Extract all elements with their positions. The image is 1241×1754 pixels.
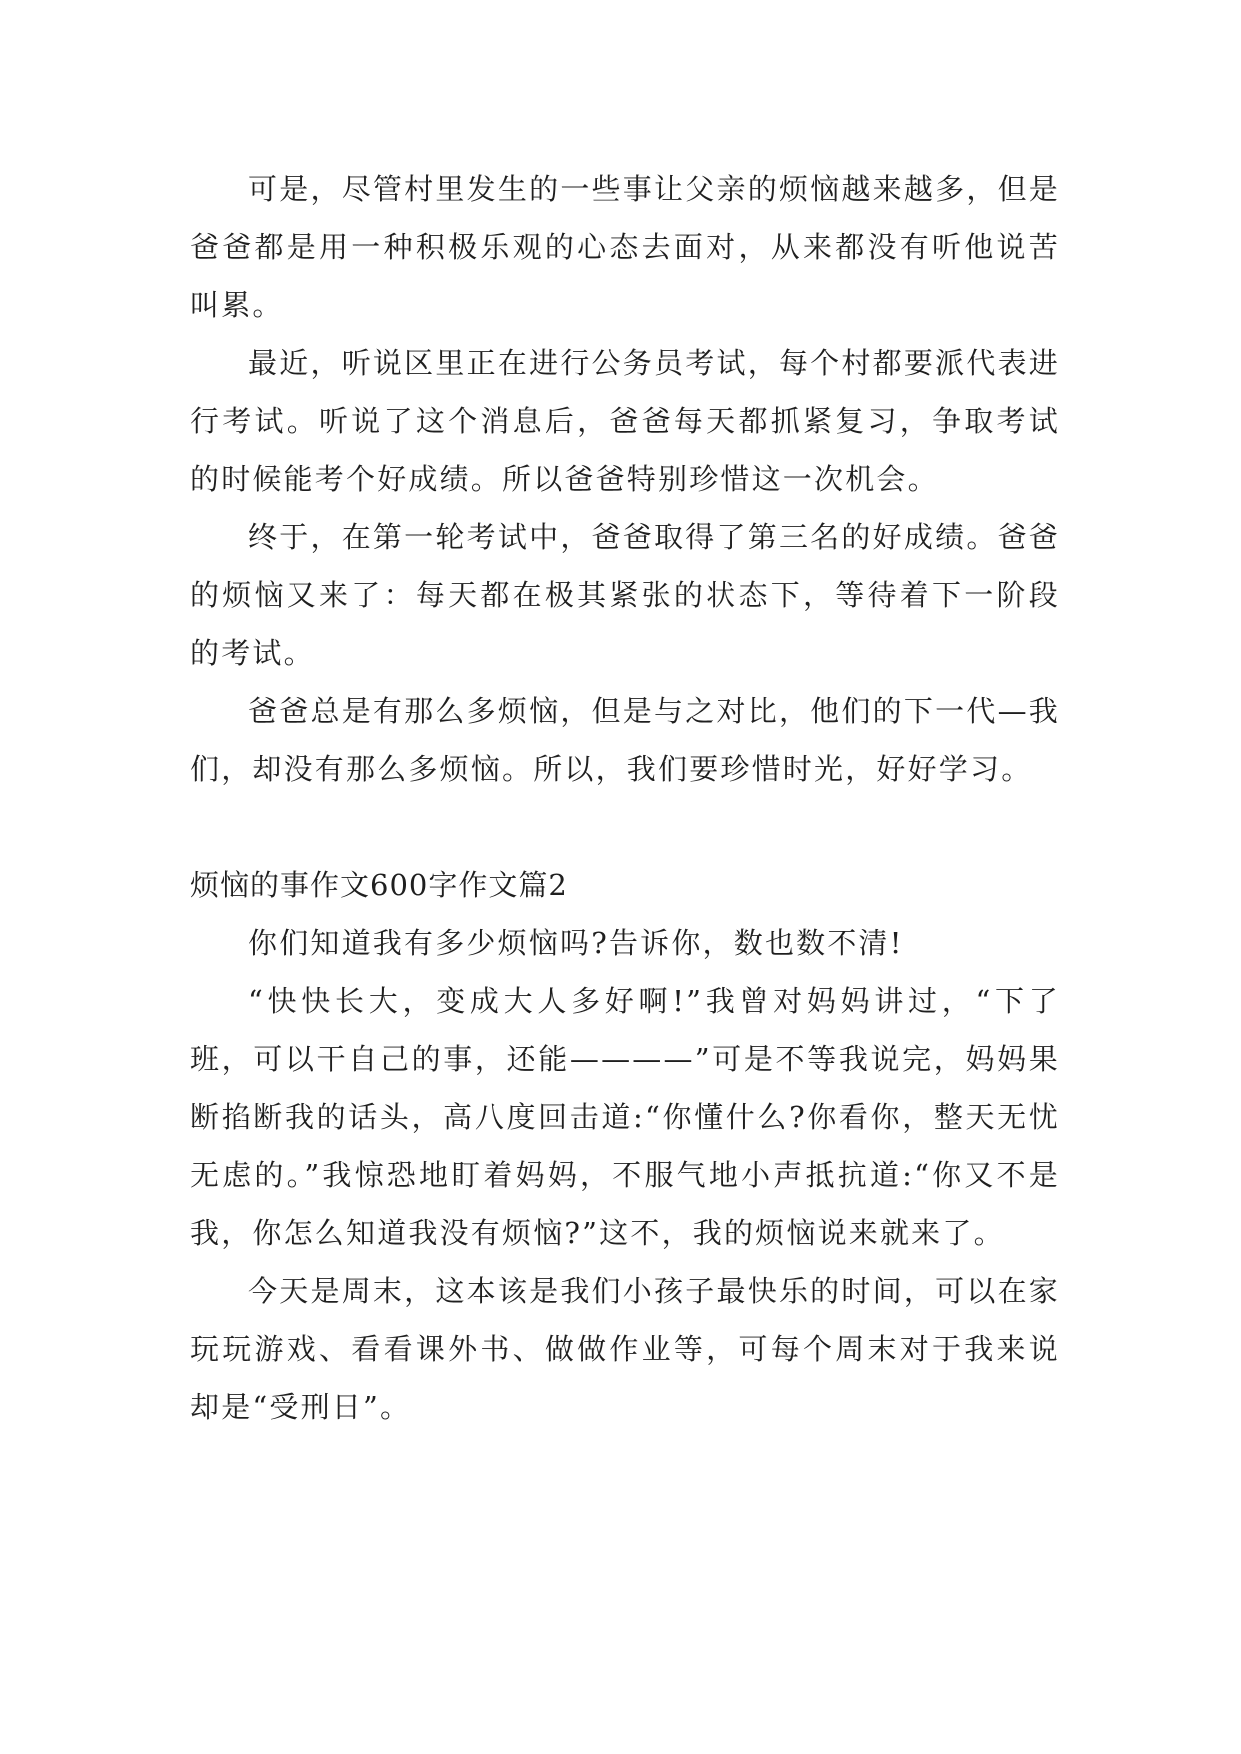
paragraph-6: “快快长大，变成大人多好啊!”我曾对妈妈讲过，“下了班，可以干自己的事，还能————”可是不等我说完，妈妈果断掐断我的话头，高八度回击道:“你懂什么?你看你，整天无忧无虑的。”我惊恐地盯着妈妈，不服气地小声抵抗道:“你又不是我，你怎么知道我没有烦恼?”这不，我的烦恼说来就来了。 (190, 984, 1060, 1250)
paragraph-5: 你们知道我有多少烦恼吗?告诉你，数也数不清! (248, 926, 904, 960)
paragraph-7: 今天是周末，这本该是我们小孩子最快乐的时间，可以在家玩玩游戏、看看课外书、做做作业等，可每个周末对于我来说却是“受刑日”。 (190, 1274, 1060, 1424)
document-body (190, 160, 1060, 1436)
paragraph-3: 终于，在第一轮考试中，爸爸取得了第三名的好成绩。爸爸的烦恼又来了：每天都在极其紧张的状态下，等待着下一阶段的考试。 (190, 520, 1060, 670)
article-2-heading: 烦恼的事作文600字作文篇2 (190, 868, 568, 902)
paragraph-1: 可是，尽管村里发生的一些事让父亲的烦恼越来越多，但是爸爸都是用一种积极乐观的心态去面对，从来都没有听他说苦叫累。 (190, 172, 1060, 322)
paragraph-2: 最近，听说区里正在进行公务员考试，每个村都要派代表进行考试。听说了这个消息后，爸爸每天都抓紧复习，争取考试的时候能考个好成绩。所以爸爸特别珍惜这一次机会。 (190, 346, 1060, 496)
paragraph-4: 爸爸总是有那么多烦恼，但是与之对比，他们的下一代—我们，却没有那么多烦恼。所以，我们要珍惜时光，好好学习。 (190, 694, 1060, 786)
